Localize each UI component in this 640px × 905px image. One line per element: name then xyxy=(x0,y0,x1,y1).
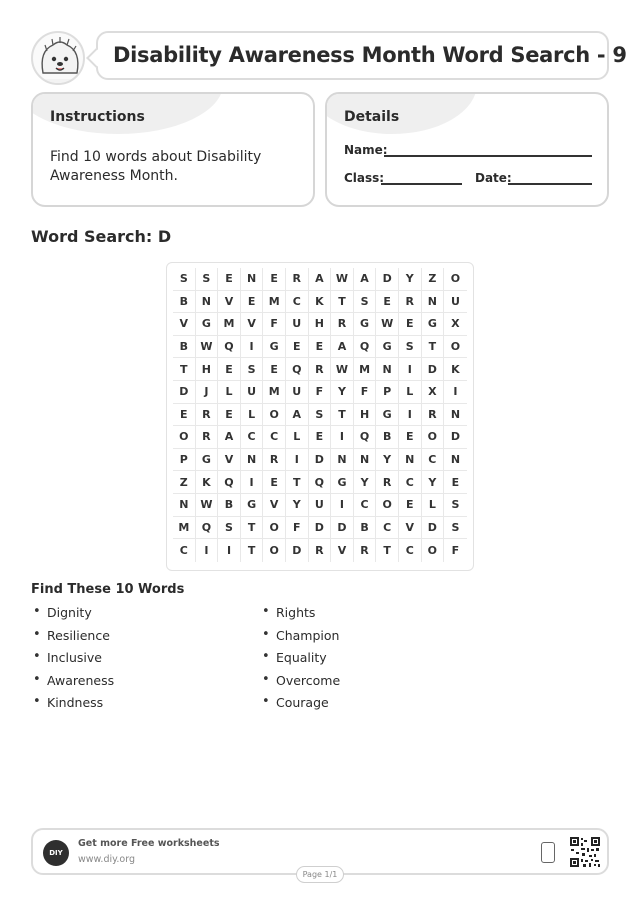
grid-cell[interactable]: P xyxy=(173,449,196,472)
grid-cell[interactable]: A xyxy=(354,268,377,291)
grid-cell[interactable]: N xyxy=(241,449,264,472)
class-label: Class: xyxy=(344,171,385,185)
grid-cell[interactable]: Q xyxy=(309,471,332,494)
grid-cell[interactable]: Y xyxy=(331,381,354,404)
phone-icon xyxy=(541,842,555,863)
grid-cell[interactable]: A xyxy=(309,268,332,291)
grid-cell[interactable]: C xyxy=(354,494,377,517)
grid-cell[interactable]: N xyxy=(444,404,467,427)
grid-cell[interactable]: O xyxy=(263,404,286,427)
grid-cell[interactable]: N xyxy=(196,291,219,314)
grid-cell[interactable]: K xyxy=(309,291,332,314)
grid-cell[interactable]: E xyxy=(399,313,422,336)
grid-cell[interactable]: S xyxy=(399,336,422,359)
grid-cell[interactable]: T xyxy=(376,539,399,562)
grid-cell[interactable]: D xyxy=(422,358,445,381)
grid-cell[interactable]: I xyxy=(218,539,241,562)
page-title: Disability Awareness Month Word Search - 9 xyxy=(113,43,627,67)
grid-cell[interactable]: V xyxy=(218,291,241,314)
grid-cell[interactable]: V xyxy=(263,494,286,517)
grid-cell[interactable]: V xyxy=(173,313,196,336)
grid-cell[interactable]: G xyxy=(376,404,399,427)
grid-cell[interactable]: E xyxy=(263,268,286,291)
name-label: Name: xyxy=(344,143,388,157)
grid-cell[interactable]: N xyxy=(354,449,377,472)
word-item: • Rights xyxy=(260,605,340,628)
grid-cell[interactable]: C xyxy=(286,291,309,314)
grid-cell[interactable]: Q xyxy=(218,471,241,494)
grid-cell[interactable]: M xyxy=(354,358,377,381)
grid-cell[interactable]: Z xyxy=(422,268,445,291)
footer-promo-text: Get more Free worksheets xyxy=(78,838,220,849)
grid-cell[interactable]: C xyxy=(241,426,264,449)
grid-cell[interactable]: C xyxy=(263,426,286,449)
grid-cell[interactable]: D xyxy=(376,268,399,291)
grid-cell[interactable]: N xyxy=(422,291,445,314)
grid-cell[interactable]: G xyxy=(376,336,399,359)
grid-cell[interactable]: Q xyxy=(354,336,377,359)
grid-cell[interactable]: P xyxy=(376,381,399,404)
grid-cell[interactable]: N xyxy=(444,449,467,472)
grid-cell[interactable]: I xyxy=(241,336,264,359)
grid-cell[interactable]: S xyxy=(218,517,241,540)
grid-cell[interactable]: A xyxy=(218,426,241,449)
class-field[interactable] xyxy=(381,183,462,185)
grid-cell[interactable]: F xyxy=(354,381,377,404)
grid-cell[interactable]: S xyxy=(309,404,332,427)
word-item: • Courage xyxy=(260,695,340,718)
grid-cell[interactable]: G xyxy=(241,494,264,517)
grid-cell[interactable]: C xyxy=(376,517,399,540)
word-list-column-2 xyxy=(260,605,340,718)
grid-cell[interactable]: D xyxy=(422,517,445,540)
grid-cell[interactable]: N xyxy=(331,449,354,472)
grid-cell[interactable]: X xyxy=(444,313,467,336)
grid-cell[interactable]: O xyxy=(173,426,196,449)
grid-cell[interactable]: I xyxy=(196,539,219,562)
instructions-text: Find 10 words about Disability Awareness Month. xyxy=(50,149,262,184)
grid-cell[interactable]: M xyxy=(173,517,196,540)
grid-cell[interactable]: Q xyxy=(286,358,309,381)
name-field[interactable] xyxy=(384,155,592,157)
grid-cell[interactable]: C xyxy=(399,539,422,562)
grid-cell[interactable]: V xyxy=(218,449,241,472)
grid-cell[interactable]: E xyxy=(286,336,309,359)
grid-cell[interactable]: S xyxy=(173,268,196,291)
grid-cell[interactable]: T xyxy=(286,471,309,494)
grid-cell[interactable]: D xyxy=(309,449,332,472)
grid-cell[interactable]: R xyxy=(354,539,377,562)
grid-cell[interactable]: I xyxy=(331,494,354,517)
grid-cell[interactable]: H xyxy=(354,404,377,427)
grid-cell[interactable]: R xyxy=(263,449,286,472)
grid-cell[interactable]: G xyxy=(196,313,219,336)
grid-cell[interactable]: N xyxy=(241,268,264,291)
logo-text: DIY xyxy=(49,849,63,857)
grid-cell[interactable]: G xyxy=(263,336,286,359)
grid-cell[interactable]: M xyxy=(263,291,286,314)
grid-cell[interactable]: T xyxy=(331,291,354,314)
grid-cell[interactable]: O xyxy=(444,336,467,359)
grid-cell[interactable]: D xyxy=(309,517,332,540)
grid-cell[interactable]: U xyxy=(444,291,467,314)
grid-cell[interactable]: E xyxy=(444,471,467,494)
word-item: • Champion xyxy=(260,628,340,651)
grid-cell[interactable]: R xyxy=(331,313,354,336)
grid-cell[interactable]: S xyxy=(444,517,467,540)
grid-cell[interactable]: F xyxy=(451,543,460,557)
grid-cell[interactable]: T xyxy=(241,517,264,540)
grid-cell[interactable]: U xyxy=(241,381,264,404)
grid-cell[interactable]: I xyxy=(331,426,354,449)
grid-cell[interactable]: R xyxy=(309,539,332,562)
grid-cell[interactable]: T xyxy=(331,404,354,427)
grid-cell[interactable]: G xyxy=(422,313,445,336)
grid-cell[interactable]: B xyxy=(173,291,196,314)
grid-cell[interactable]: Q xyxy=(354,426,377,449)
grid-cell[interactable]: I xyxy=(399,358,422,381)
grid-cell[interactable]: V xyxy=(399,517,422,540)
word-item: • Kindness xyxy=(31,695,114,718)
grid-cell[interactable]: R xyxy=(309,358,332,381)
footer-website-link[interactable]: www.diy.org xyxy=(78,854,135,865)
grid-cell[interactable]: S xyxy=(444,494,467,517)
grid-cell[interactable]: T xyxy=(241,539,264,562)
grid-cell[interactable]: E xyxy=(263,471,286,494)
grid-cell[interactable]: U xyxy=(286,313,309,336)
grid-cell[interactable]: B xyxy=(376,426,399,449)
grid-cell[interactable]: S xyxy=(196,268,219,291)
grid-cell[interactable]: V xyxy=(241,313,264,336)
grid-cell[interactable]: X xyxy=(422,381,445,404)
grid-cell[interactable]: L xyxy=(422,494,445,517)
grid-cell[interactable]: D xyxy=(444,426,467,449)
grid-cell[interactable]: M xyxy=(218,313,241,336)
word-list-column-1 xyxy=(31,605,114,718)
grid-cell[interactable]: W xyxy=(331,268,354,291)
grid-cell[interactable]: E xyxy=(376,291,399,314)
grid-cell[interactable]: O xyxy=(263,539,286,562)
grid-cell[interactable]: I xyxy=(399,404,422,427)
grid-cell[interactable]: C xyxy=(399,471,422,494)
grid-cell[interactable]: F xyxy=(263,313,286,336)
grid-cell[interactable]: Y xyxy=(354,471,377,494)
word-item: • Inclusive xyxy=(31,650,114,673)
grid-cell[interactable]: D xyxy=(331,517,354,540)
grid-cell[interactable]: C xyxy=(173,539,196,562)
grid-cell[interactable]: R xyxy=(286,268,309,291)
grid-cell[interactable]: E xyxy=(173,404,196,427)
grid-cell[interactable]: W xyxy=(196,494,219,517)
grid-cell[interactable]: O xyxy=(376,494,399,517)
qr-code-icon[interactable] xyxy=(569,836,601,868)
grid-cell[interactable]: Q xyxy=(196,517,219,540)
grid-cell[interactable]: R xyxy=(399,291,422,314)
grid-cell[interactable]: E xyxy=(263,358,286,381)
grid-cell[interactable]: R xyxy=(196,404,219,427)
grid-cell[interactable]: U xyxy=(309,494,332,517)
grid-cell[interactable]: W xyxy=(376,313,399,336)
grid-cell[interactable]: M xyxy=(263,381,286,404)
grid-cell[interactable]: K xyxy=(444,358,467,381)
grid-cell[interactable]: Y xyxy=(376,449,399,472)
grid-cell[interactable]: U xyxy=(286,381,309,404)
grid-cell[interactable]: Y xyxy=(286,494,309,517)
grid-cell[interactable]: S xyxy=(354,291,377,314)
grid-cell[interactable]: A xyxy=(286,404,309,427)
grid-cell[interactable]: O xyxy=(422,539,445,562)
grid-cell[interactable]: E xyxy=(218,268,241,291)
grid-cell[interactable]: V xyxy=(331,539,354,562)
grid-cell[interactable]: C xyxy=(422,449,445,472)
date-label: Date: xyxy=(475,171,512,185)
grid-cell[interactable]: E xyxy=(309,426,332,449)
grid-cell[interactable]: E xyxy=(218,404,241,427)
word-item: • Equality xyxy=(260,650,340,673)
grid-cell[interactable]: I xyxy=(286,449,309,472)
word-list-heading: Find These 10 Words xyxy=(31,582,185,597)
instructions-heading: Instructions xyxy=(50,109,145,125)
grid-cell[interactable]: H xyxy=(309,313,332,336)
grid-cell[interactable]: G xyxy=(331,471,354,494)
grid-cell[interactable]: D xyxy=(286,539,309,562)
grid-cell[interactable]: E xyxy=(399,494,422,517)
instructions-card xyxy=(31,92,315,207)
word-search-grid xyxy=(166,262,474,571)
grid-cell[interactable]: Y xyxy=(422,471,445,494)
grid-cell[interactable]: E xyxy=(241,291,264,314)
word-item: • Dignity xyxy=(31,605,114,628)
letter-grid xyxy=(173,268,467,562)
word-item: • Resilience xyxy=(31,628,114,651)
word-item: • Awareness xyxy=(31,673,114,696)
date-field[interactable] xyxy=(508,183,592,185)
grid-cell[interactable]: R xyxy=(196,426,219,449)
grid-cell[interactable]: S xyxy=(241,358,264,381)
grid-cell[interactable]: B xyxy=(218,494,241,517)
mascot-avatar-icon xyxy=(31,31,85,85)
grid-cell[interactable]: R xyxy=(376,471,399,494)
grid-cell[interactable]: F xyxy=(309,381,332,404)
grid-cell[interactable]: H xyxy=(196,358,219,381)
grid-cell[interactable]: L xyxy=(399,381,422,404)
title-banner xyxy=(96,31,627,80)
grid-cell[interactable]: T xyxy=(173,358,196,381)
details-heading: Details xyxy=(344,109,400,125)
grid-cell[interactable]: O xyxy=(444,268,467,291)
grid-cell[interactable]: A xyxy=(331,336,354,359)
diy-logo-icon[interactable] xyxy=(43,840,69,866)
grid-cell[interactable]: L xyxy=(286,426,309,449)
word-search-heading: Word Search: D xyxy=(31,227,172,246)
grid-cell[interactable]: O xyxy=(422,426,445,449)
grid-cell[interactable]: Z xyxy=(173,471,196,494)
grid-cell[interactable]: N xyxy=(399,449,422,472)
grid-cell[interactable]: Q xyxy=(218,336,241,359)
page-indicator: Page 1/1 xyxy=(296,866,344,883)
grid-cell[interactable]: Y xyxy=(399,268,422,291)
grid-cell[interactable]: T xyxy=(422,336,445,359)
grid-cell[interactable]: E xyxy=(218,358,241,381)
grid-cell[interactable]: N xyxy=(173,494,196,517)
grid-cell[interactable]: F xyxy=(286,517,309,540)
grid-cell[interactable]: G xyxy=(196,449,219,472)
grid-cell[interactable]: L xyxy=(241,404,264,427)
grid-cell[interactable]: I xyxy=(241,471,264,494)
grid-cell[interactable]: W xyxy=(331,358,354,381)
grid-cell[interactable]: G xyxy=(354,313,377,336)
grid-cell[interactable]: J xyxy=(196,381,219,404)
grid-cell[interactable]: E xyxy=(309,336,332,359)
grid-cell[interactable]: O xyxy=(263,517,286,540)
grid-cell[interactable]: N xyxy=(376,358,399,381)
grid-cell[interactable]: E xyxy=(399,426,422,449)
grid-cell[interactable]: I xyxy=(444,381,467,404)
details-card xyxy=(325,92,609,207)
word-item: • Overcome xyxy=(260,673,340,696)
grid-cell[interactable]: D xyxy=(173,381,196,404)
grid-cell[interactable]: B xyxy=(354,517,377,540)
grid-cell[interactable]: W xyxy=(196,336,219,359)
grid-cell[interactable]: R xyxy=(422,404,445,427)
grid-cell[interactable]: L xyxy=(218,381,241,404)
grid-cell[interactable]: B xyxy=(173,336,196,359)
grid-cell[interactable]: K xyxy=(196,471,219,494)
